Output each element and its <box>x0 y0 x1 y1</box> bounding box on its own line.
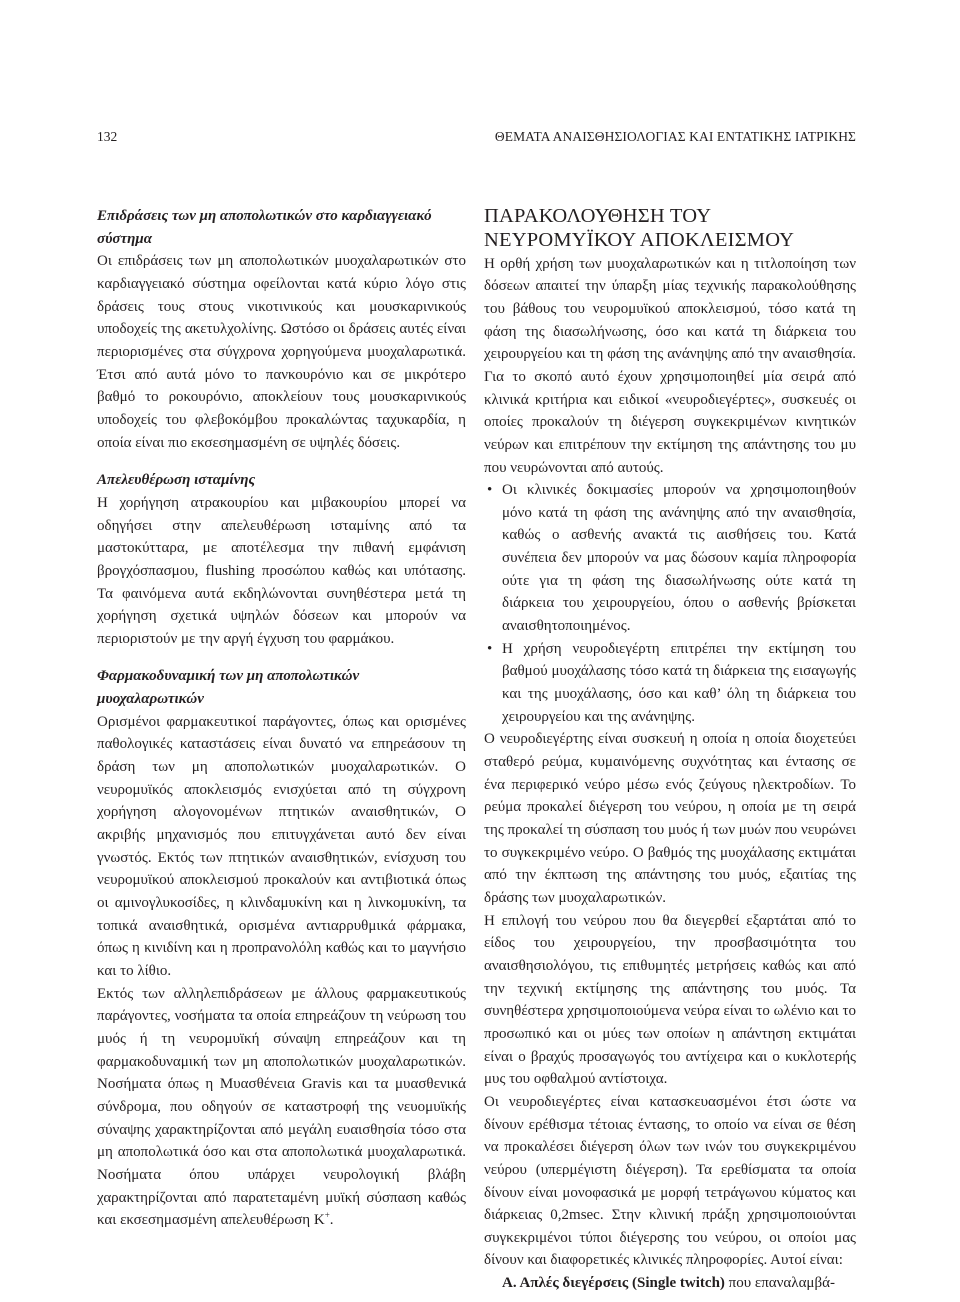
bullet-list <box>484 479 856 728</box>
running-head <box>97 127 856 147</box>
section-heading-histamine: Απελευθέρωση ισταμίνης <box>97 472 256 489</box>
list-item <box>484 479 856 638</box>
paragraph-cardiovascular: Οι επιδράσεις των μη αποπολωτικών μυοχαλαρωτικών στο καρδιαγγειακό σύστημα οφείλονται κατά κύριο λόγο στις δράσεις τους στους νικοτινικούς και μουσκαρινικούς υποδοχείς της ακετυλχολίνης. Ωστόσο οι δράσεις αυτές είναι περιορισμένες στα σύγχρονα χορηγούμενα μυοχαλαρωτικά. Έτσι από αυτά μόνο το πανκουρόνιο και σε μικρότερο βαθμό το ροκουρόνιο, αποκλείουν τους μουσκαρινικούς υποδοχείς του φλεβοκόμβου προκαλώντας ταχυκαρδία, η οποία είναι πιο εκσεσημασμένη σε υψηλές δόσεις. <box>97 253 466 451</box>
paragraph-pharmacodynamics-2-text: Εκτός των αλληλεπιδράσεων με άλλους φαρμακευτικούς παράγοντες, νοσήματα τα οποία επηρεάζουν τη νεύρωση του μυός ή τη νευρομυϊκή σύναψη επηρεάζουν και τη φαρμακοδυναμική των μη αποπολωτικών μυοχαλαρωτικών. Νοσήματα όπως η Μυασθένεια Gravis και τα μυασθενικά σύνδρομα, που οδηγούν σε καταστροφή της νευομυϊκής σύναψης χαρακτηρίζονται από μεγάλη ευαισθησία τόσο στα μη αποπολωτικά όσο και στα αποπολωτικά μυοχαλαρωτικά. Νοσήματα όπου υπάρχει νευρολογική βλάβη χαρακτηρίζονται από παρατεταμένη μυϊκή σύσπαση καθώς και εκσεσημασμένη απελευθέρωση K <box>97 985 466 1229</box>
single-twitch-text: που επαναλαμβά- <box>724 1275 835 1292</box>
paragraph-intro: Η ορθή χρήση των μυοχαλαρωτικών και η τιτλοποίηση των δόσεων απαιτεί την ύπαρξη μίας τεχνικής παρακολούθησης του βάθους του νευρομυϊκού αποκλεισμού, τόσο κατά τη φάση της διασωλήνωσης, όσο και κατά τη διάρκεια του χειρουργείου και τη φάση της ανάνηψης από την αναισθησία. Για το σκοπό αυτό έχουν χρησιμοποιηθεί μία σειρά από κλινικά κριτήρια και ειδικοί «νευροδιεγέρτες», συσκευές οι οποίες προκαλούν τη διέγερση συγκεκριμένων κινητικών νεύρων και επιτρέπουν την εκτίμηση της απάντησης του μυ που νευρώνονται από αυτούς. <box>484 255 856 476</box>
potassium-superscript: + <box>324 1210 330 1221</box>
section-title-monitoring: ΠΑΡΑΚΟΛΟΥΘΗΣΗ ΤΟΥ ΝΕΥΡΟΜΥΪΚΟΥ ΑΠΟΚΛΕΙΣΜΟΥ <box>484 205 795 251</box>
section-heading-pharmacodynamics: Φαρμακοδυναμική των μη αποπολωτικών μυοχαλαρωτικών <box>97 668 360 708</box>
right-column <box>484 205 856 1295</box>
paragraph-histamine: Η χορήγηση ατρακουρίου και μιβακουρίου μπορεί να οδηγήσει στην απελευθέρωση ισταμίνης από τα μαστοκύτταρα, με αποτέλεσμα την πιθανή εμφάνιση βρογχόσπασμου, flushing προσώπου καθώς και υπότασης. Τα φαινόμενα αυτά εκδηλώνονται συνηθέστερα μετά τη χορήγηση σχετικά υψηλών δόσεων και μπορούν να περιοριστούν με την αργή έγχυση του φαρμάκου. <box>97 494 466 647</box>
paragraph-pharmacodynamics-1: Ορισμένοι φαρμακευτικοί παράγοντες, όπως και ορισμένες παθολογικές καταστάσεις είναι δυνατό να επηρεάσουν τη δράση των μη αποπολωτικών μυοχαλαρωτικών. Ο νευρομυϊκός αποκλεισμός ενισχύεται από τη σύγχρονη χορήγηση αλογονομένων πτητικών αναισθητικών, Ο ακριβής μηχανισμός που επιτυγχάνεται αυτό δεν είναι γνωστός. Εκτός των πτητικών αναισθητικών, ενίσχυση του νευρομυϊκού αποκλεισμού προκαλούν και αντιβιοτικά όπως οι αμινογλυκοσίδες, η κλινδαμυκίνη και η λινκομυκίνη, τα τοπικά αναισθητικά, ορισμένα αντιαρρυθμικά φάρμακα, όπως η κινιδίνη και η προπρανολόλη καθώς και το μαγνήσιο και το λίθιο. <box>97 713 466 979</box>
left-column <box>97 205 466 1232</box>
bullet-icon: • <box>487 640 493 657</box>
single-twitch-item <box>484 1272 856 1295</box>
section-heading-cardiovascular: Επιδράσεις των μη αποπολωτικών στο καρδιαγγειακό σύστημα <box>97 208 432 247</box>
paragraph-pharmacodynamics-2 <box>97 983 466 1232</box>
bullet-text-nerve-stimulator: Η χρήση νευροδιεγέρτη επιτρέπει την εκτίμηση του βαθμού μυοχάλασης τόσο κατά τη διάρκεια της εισαγωγής και της μυοχάλασης, όσο και καθ’ όλη τη διάρκεια του χειρουργείου και της ανάνηψης. <box>502 640 856 725</box>
single-twitch-label: Α. Απλές διεγέρσεις (Single twitch) <box>502 1275 725 1292</box>
paragraph-stimulator-device: Ο νευροδιεγέρτης είναι συσκευή η οποία η οποία διοχετεύει σταθερό ρεύμα, κυμαινόμενης συχνότητας και έντασης σε ένα περιφερικό νεύρο μέσω ενός ζεύγους ηλεκτροδίων. Το ρεύμα προκαλεί διέγερση του νεύρου, η οποία με τη σειρά της προκαλεί τη σύσπαση του μυός ή των μυών που νευρώνει το συγκεκριμένο νεύρο. Ο βαθμός της μυοχάλασης εκτιμάται από την έκπτωση της απάντησης του μυός, εξαιτίας της δράσης των μυοχαλαρωτικών. <box>484 731 856 906</box>
bullet-icon: • <box>487 482 493 499</box>
paragraph-nerve-selection: Η επιλογή του νεύρου που θα διεγερθεί εξαρτάται από το είδος του χειρουργείου, την προσβασιμότητα του αναισθησιολόγου, τις επιθυμητές μετρήσεις καθώς και από την τεχνική εκτίμησης της απάντησης του μυός. Τα συνηθέστερα χρησιμοποιούμενα νεύρα είναι το ωλένιο και το προσωπικό και οι μύες των οποίων η απάντηση εκτιμάται είναι ο βραχύς προσαγωγός του αντίχειρα και ο κυκλοτερής μυς του οφθαλμού αντίστοιχα. <box>484 912 856 1088</box>
journal-title: ΘΕΜΑΤΑ ΑΝΑΙΣΘΗΣΙΟΛΟΓΙΑΣ ΚΑΙ ΕΝΤΑΤΙΚΗΣ ΙΑΤΡΙΚΗΣ <box>494 129 856 144</box>
list-item <box>484 638 856 729</box>
paragraph-stimulus-types: Οι νευροδιεγέρτες είναι κατασκευασμένοι έτσι ώστε να δίνουν ερέθισμα τέτοιας έντασης, το οποίο να είναι σε θέση να προκαλέσει διέγερση όλων των ινών του συγκεκριμένου νεύρου (υπερμέγιστη διέγερση). Τα ερεθίσματα τα οποία δίνουν είναι μονοφασικά με μορφή τετράγωνου κύματος και διάρκειας 0,2msec. Στην κλινική πράξη χρησιμοποιούνται συγκεκριμένοι τύποι διέγερσης του νεύρου, οι οποίοι μας δίνουν και διαφορετικές κλινικές πληροφορίες. Αυτοί είναι: <box>484 1093 856 1269</box>
paragraph-closing: . <box>329 1212 334 1229</box>
page-number: 132 <box>97 129 118 144</box>
bullet-text-clinical-tests: Οι κλινικές δοκιμασίες μπορούν να χρησιμοποιηθούν μόνο κατά τη φάση της ανάνηψης από την αναισθησία, καθώς ο ασθενής ανακτά τις αισθήσεις του. Κατά συνέπεια δεν μπορούν να μας δώσουν καμία πληροφορία ούτε για τη φάση της διασωλήνωσης ούτε κατά τη διάρκεια του χειρουργείου, όπου ο ασθενής βρίσκεται αναισθητοποιημένος. <box>502 482 856 635</box>
